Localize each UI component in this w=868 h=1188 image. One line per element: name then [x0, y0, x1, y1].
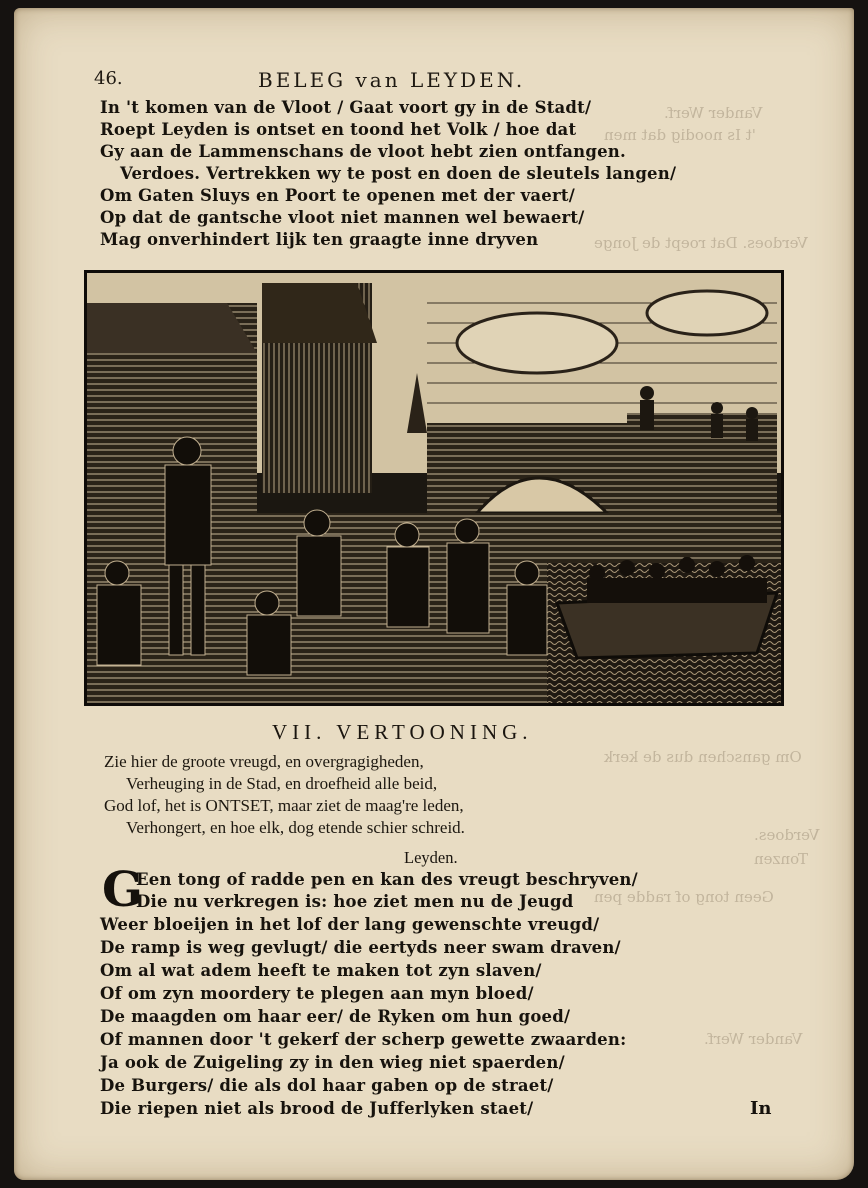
bottom-verse-line-7: De maagden om haar eer/ de Ryken om hun goed/ — [100, 1007, 571, 1026]
bleed-through-7: Verdoes. — [754, 826, 820, 844]
bleed-through-8: Tonzen — [754, 850, 808, 868]
bottom-verse-line-11: Die riepen niet als brood de Jufferlyken staet/ — [100, 1099, 534, 1118]
bottom-verse-line-8: Of mannen door 't gekerf der scherp gewette zwaarden: — [100, 1030, 627, 1049]
top-verse-line-5: Om Gaten Sluys en Poort te openen met der vaert/ — [100, 186, 575, 205]
bottom-verse-line-4: De ramp is weg gevlugt/ die eertyds neer swam draven/ — [100, 938, 621, 957]
top-verse-line-2: Roept Leyden is ontset en toond het Volk / hoe dat — [100, 120, 577, 139]
running-header — [14, 68, 854, 94]
bottom-verse-line-2: Die nu verkregen is: hoe ziet men nu de Jeugd — [136, 892, 574, 911]
cloud — [457, 313, 617, 373]
drop-cap: G — [102, 862, 143, 918]
page-number: 46. — [94, 68, 123, 89]
bottom-verse-line-6: Of om zyn moordery te plegen aan myn bloed/ — [100, 984, 534, 1003]
bottom-verse-line-5: Om al wat adem heeft te maken tot zyn slaven/ — [100, 961, 542, 980]
top-verse-line-1: In 't komen van de Vloot / Gaat voort gy in de Stadt/ — [100, 98, 592, 117]
woodcut-scene — [87, 273, 781, 703]
bleed-through-4: Om ganschen dus de kerk — [604, 748, 802, 766]
book-page — [14, 8, 854, 1180]
bottom-verse-line-9: Ja ook de Zuigeling zy in den wieg niet spaerden/ — [100, 1053, 565, 1072]
roof — [87, 303, 257, 353]
bleed-through-1: Vander Werf. — [664, 104, 763, 122]
roman-verse-line-1: Zie hier de groote vreugd, en overgragigheden, — [104, 752, 424, 771]
roman-verse-line-2: Verheuging in de Stad, en droefheid alle beid, — [126, 774, 438, 793]
bleed-through-5: Geen tong of radde pen — [594, 888, 774, 906]
roman-verse-line-4: Verhongert, en hoe elk, dog etende schier schreid. — [126, 818, 465, 837]
bleed-through-2: 't Is noodig dat men — [604, 126, 756, 144]
woodcut-illustration — [84, 270, 784, 706]
bottom-verse-line-3: Weer bloeijen in het lof der lang gewenschte vreugd/ — [100, 915, 600, 934]
bottom-verse-line-10: De Burgers/ die als dol haar gaben op de straet/ — [100, 1076, 554, 1095]
roman-verse-line-3: God lof, het is ONTSET, maar ziet de maag're leden, — [104, 796, 464, 815]
running-title: BELEG van LEYDEN. — [258, 68, 526, 92]
top-verse-line-3: Gy aan de Lammenschans de vloot hebt zien ontfangen. — [100, 142, 626, 161]
speaker-label: Leyden. — [404, 848, 458, 867]
top-verse-line-4: Verdoes. Vertrekken wy te post en doen de sleutels langen/ — [120, 164, 677, 183]
bottom-verse-line-1: Een tong of radde pen en kan des vreugt beschryven/ — [136, 870, 638, 889]
cloud — [647, 291, 767, 335]
top-verse-line-7: Mag onverhindert lijk ten graagte inne dryven — [100, 230, 539, 249]
bleed-through-6: Vander Werf. — [704, 1030, 803, 1048]
bleed-through-3: Verdoes. Dat roept de Jonge — [594, 234, 808, 252]
top-verse-line-6: Op dat de gantsche vloot niet mannen wel bewaert/ — [100, 208, 585, 227]
section-title: VII. VERTOONING. — [272, 720, 533, 744]
catchword: In — [750, 1098, 772, 1119]
